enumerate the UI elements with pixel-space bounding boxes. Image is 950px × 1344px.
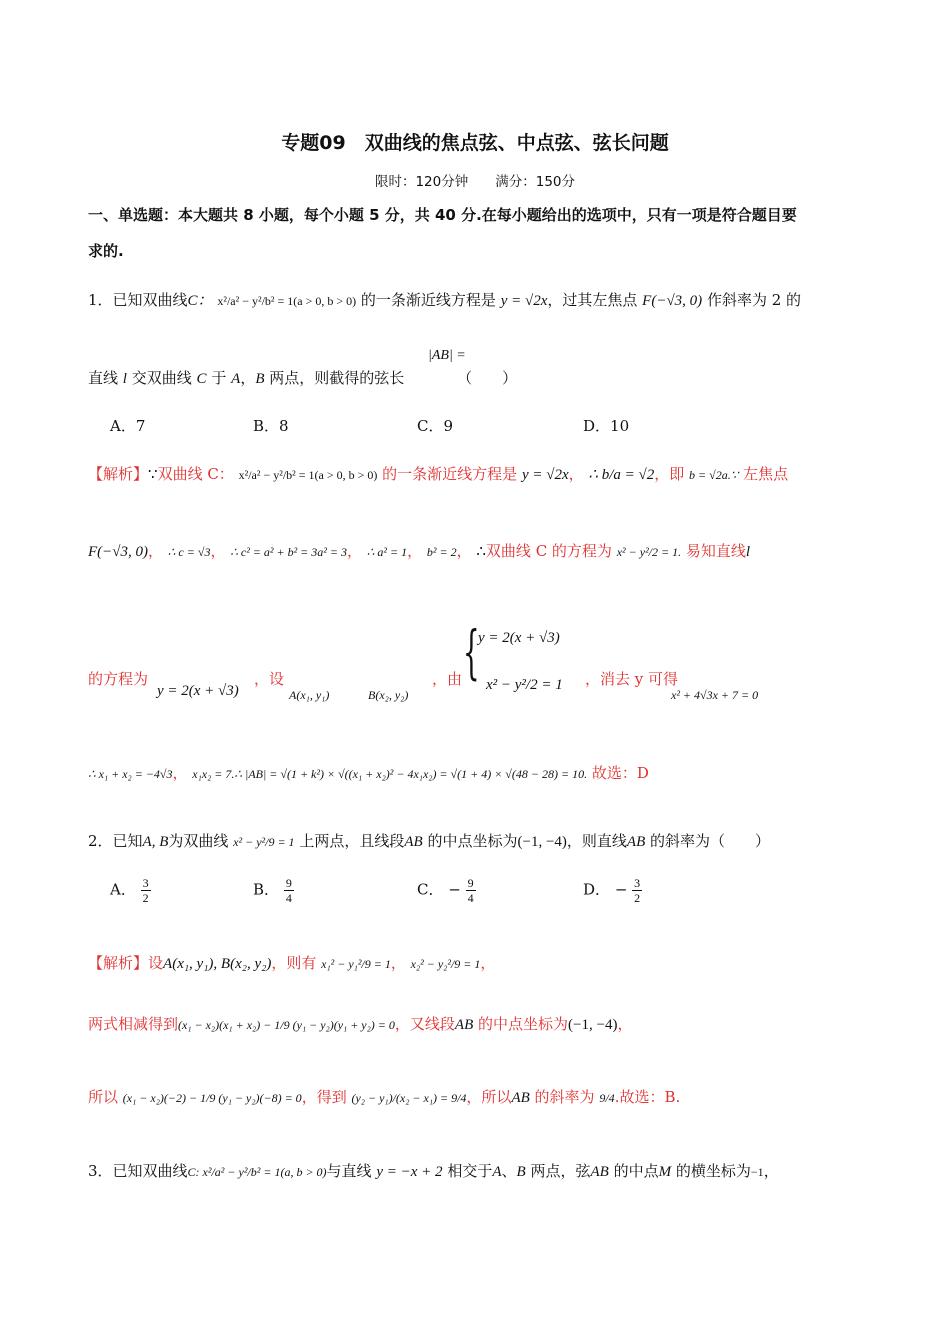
q1-answer: 故选：D	[591, 764, 649, 782]
q1-solution-by: ，由	[432, 670, 463, 688]
q1-solution-set: ，设	[254, 670, 285, 688]
q1-focus: F(−√3, 0)	[642, 293, 703, 309]
q2-option-a[interactable]: A． $\frac{3}{2}$	[110, 876, 149, 905]
q1-option-a[interactable]: A．7	[110, 417, 146, 435]
q1-solution-line4: ∴ x₁ + x₂ = −4√3， x₁x₂ = 7.∴ |AB| = √(1 + k²) × √((x₁ + x₂)² − 4x₁x₂) = √(1 + 4) × √(48 − 28) = 10. 故选：D	[88, 764, 649, 782]
q1-point-b: B(x₂, y₂)	[368, 688, 409, 702]
q1-solution-eliminate: ，消去 y 可得	[585, 670, 679, 688]
q3-stem: 3．已知双曲线C: x²/a² − y²/b² = 1(a, b > 0)与直线 y = −x + 2 相交于A、B 两点，弦AB 的中点M 的横坐标为−1，	[88, 1162, 779, 1180]
q1-quadratic: x² + 4√3x + 7 = 0	[671, 688, 759, 702]
page-subtitle: 限时：120分钟 满分：150分	[374, 174, 576, 190]
page-title: 专题09 双曲线的焦点弦、中点弦、弦长问题	[281, 132, 669, 154]
q1-chord-length: |AB| =	[428, 348, 466, 363]
system-brace: {	[463, 618, 480, 686]
q1-line-equation: y = 2(x + √3)	[157, 683, 239, 699]
q1-stem-line2: 直线 l 交双曲线 C 于 A，B 两点，则截得的弦长 （ ）	[88, 369, 518, 387]
q1-option-c[interactable]: C．9	[417, 417, 454, 435]
system-eq2: x² − y²/2 = 1	[486, 677, 563, 693]
q1-asymptote: y = √2x	[500, 293, 548, 309]
q1-stem-line1: 1．已知双曲线C： x²/a² − y²/b² = 1(a > 0, b > 0) 的一条渐近线方程是 y = √2x，过其左焦点 F(−√3, 0) 作斜率为 2 的	[88, 291, 802, 309]
q2-option-b[interactable]: B． $\frac{9}{4}$	[253, 876, 292, 905]
q1-solution-line3a: 的方程为	[88, 670, 149, 688]
system-eq1: y = 2(x + √3)	[478, 630, 560, 646]
q2-option-d[interactable]: D． − $\frac{3}{2}$	[583, 876, 641, 905]
q1-option-b[interactable]: B．8	[253, 417, 289, 435]
section-header-line1: 一、单选题：本大题共 8 小题，每个小题 5 分，共 40 分.在每小题给出的选项中，只有一项是符合题目要	[88, 206, 797, 224]
q1-option-d[interactable]: D．10	[583, 417, 630, 435]
q1-solution-line1: 【解析】∵双曲线 C： x²/a² − y²/b² = 1(a > 0, b > 0) 的一条渐近线方程是 y = √2x， ∴ b/a = √2，即 b = √2a.∵ 左焦点	[88, 465, 789, 483]
q1-curve-equation: x²/a² − y²/b² = 1(a > 0, b > 0)	[217, 294, 357, 308]
q1-solution-line2: F(−√3, 0)， ∴ c = √3， ∴ c² = a² + b² = 3a² = 3， ∴ a² = 1， b² = 2， ∴双曲线 C 的方程为 x² − y²/2 = 1. 易知直线l	[88, 542, 751, 560]
q2-option-c[interactable]: C． − $\frac{9}{4}$	[417, 876, 474, 905]
section-header-line2: 求的.	[88, 242, 124, 260]
solution-tag: 【解析】	[88, 465, 149, 483]
q1-point-a: A(x₁, y₁)	[289, 688, 330, 702]
q2-solution-line3: 所以 (x₁ − x₂)(−2) − 1/9 (y₁ − y₂)(−8) = 0，得到 (y₂ − y₁)/(x₂ − x₁) = 9/4，所以AB 的斜率为 9/4.故选：B.	[88, 1088, 681, 1106]
q2-stem: 2．已知A, B为双曲线 x² − y²/9 = 1 上两点，且线段AB 的中点坐标为(−1, −4)，则直线AB 的斜率为（ ）	[88, 832, 771, 850]
q2-solution-line1: 【解析】设A(x₁, y₁), B(x₂, y₂)，则有 x₁² − y₁²/9 = 1， x₂² − y₂²/9 = 1，	[88, 954, 496, 972]
solution-tag: 【解析】	[88, 954, 149, 972]
q2-solution-line2: 两式相减得到(x₁ − x₂)(x₁ + x₂) − 1/9 (y₁ − y₂)(y₁ + y₂) = 0，又线段AB 的中点坐标为(−1, −4)，	[88, 1015, 633, 1033]
